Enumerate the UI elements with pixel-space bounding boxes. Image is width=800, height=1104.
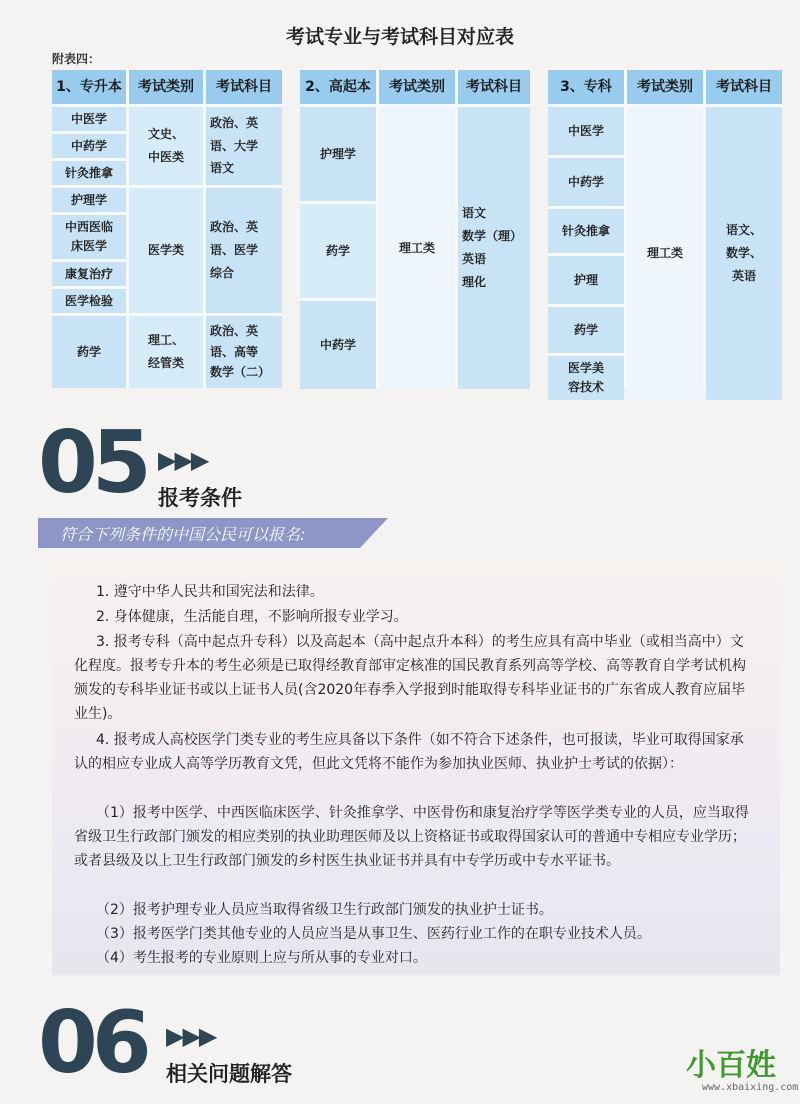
section-title: 报考条件 [158, 486, 242, 510]
banner-text: 符合下列条件的中国公民可以报名: [60, 525, 306, 544]
major-cell: 中药学 [548, 158, 624, 206]
table-college [548, 70, 782, 394]
section-title: 相关问题解答 [166, 1062, 292, 1086]
major-cell: 药学 [300, 204, 376, 298]
major-cell: 药学 [52, 316, 126, 388]
major-cell: 中西医临 床医学 [52, 215, 126, 259]
subject-cell: 语文、 数学、 英语 [706, 107, 782, 400]
table-highschool-bachelor [300, 70, 530, 388]
page-title: 考试专业与考试科目对应表 [285, 26, 514, 48]
table-header: 2、高起本 [300, 70, 376, 104]
category-cell: 医学类 [129, 188, 203, 313]
table-header: 考试类别 [129, 70, 203, 104]
major-cell: 针灸推拿 [52, 161, 126, 185]
subject-cell: 政治、英 语、高等 数学（二） [206, 316, 282, 388]
category-cell: 理工类 [627, 107, 703, 400]
major-cell: 护理学 [52, 188, 126, 212]
table-header: 1、专升本 [52, 70, 126, 104]
major-cell: 中药学 [300, 301, 376, 389]
condition-item: 4. 报考成人高校医学门类专业的考生应具备以下条件（如不符合下述条件，也可报读，毕业可取得国家承认的相应专业成人高等学历教育文凭，但此文凭将不能作为参加执业医师、执业护士考试的依据）： [74, 732, 744, 772]
major-cell: 中医学 [52, 107, 126, 131]
condition-subitem: （1）报考中医学、中西医临床医学、针灸推拿学、中医骨伤和康复治疗学等医学类专业的人员，应当取得省级卫生行政部门颁发的相应类别的执业助理医师及以上资格证书或取得国家认可的普通中专相应专业学历；或者县级及以上卫生行政部门颁发的乡村医生执业证书并具有中专学历或中专水平证书。 [74, 805, 749, 869]
table-upgrade-bachelor [52, 70, 282, 388]
major-cell: 医学美 容技术 [548, 356, 624, 400]
table-header: 考试类别 [627, 70, 703, 104]
major-cell: 中药学 [52, 134, 126, 158]
category-cell: 理工类 [379, 107, 455, 389]
major-cell: 中医学 [548, 107, 624, 155]
table-header: 3、专科 [548, 70, 624, 104]
arrows-icon: ▶▶▶ [158, 446, 208, 474]
condition-subitem: （3）报考医学门类其他专业的人员应当是从事卫生、医药行业工作的在职专业技术人员。 [96, 926, 651, 942]
major-cell: 药学 [548, 307, 624, 353]
subject-cell: 政治、英 语、大学 语文 [206, 107, 282, 185]
table-header: 考试科目 [206, 70, 282, 104]
major-cell: 护理 [548, 256, 624, 304]
subject-cell: 语文 数学（理） 英语 理化 [458, 107, 530, 389]
logo-text: 小百姓 [686, 1048, 776, 1083]
condition-item: 3. 报考专科（高中起点升专科）以及高起本（高中起点升本科）的考生应具有高中毕业（或相当高中）文化程度。报考专升本的考生必须是已取得经教育部审定核准的国民教育系列高等学校、高等教育自学考试机构颁发的专科毕业证书或以上证书人员(含2020年春季入学报到时能取得专科毕业证书的广东省成人教育应届毕业生)。 [74, 634, 746, 722]
subject-cell: 政治、英 语、医学 综合 [206, 188, 282, 313]
condition-item: 2. 身体健康，生活能自理，不影响所报专业学习。 [96, 609, 408, 625]
appendix-label: 附表四： [52, 52, 101, 66]
category-cell: 文史、 中医类 [129, 107, 203, 185]
section-number: 06 [38, 993, 146, 1093]
major-cell: 针灸推拿 [548, 209, 624, 253]
arrows-icon: ▶▶▶ [166, 1022, 216, 1050]
table-header: 考试科目 [706, 70, 782, 104]
watermark-logo [662, 1040, 799, 1100]
major-cell: 护理学 [300, 107, 376, 201]
condition-subitem: （4）考生报考的专业原则上应与所从事的专业对口。 [96, 950, 427, 966]
condition-subitem: （2）报考护理专业人员应当取得省级卫生行政部门颁发的执业护士证书。 [96, 902, 553, 918]
table-header: 考试类别 [379, 70, 455, 104]
condition-item: 1. 遵守中华人民共和国宪法和法律。 [96, 584, 324, 600]
logo-url: www.xbaixing.com [702, 1082, 799, 1093]
category-cell: 理工、 经管类 [129, 316, 203, 388]
major-cell: 医学检验 [52, 289, 126, 313]
section-number: 05 [38, 413, 146, 513]
table-header: 考试科目 [458, 70, 530, 104]
major-cell: 康复治疗 [52, 262, 126, 286]
